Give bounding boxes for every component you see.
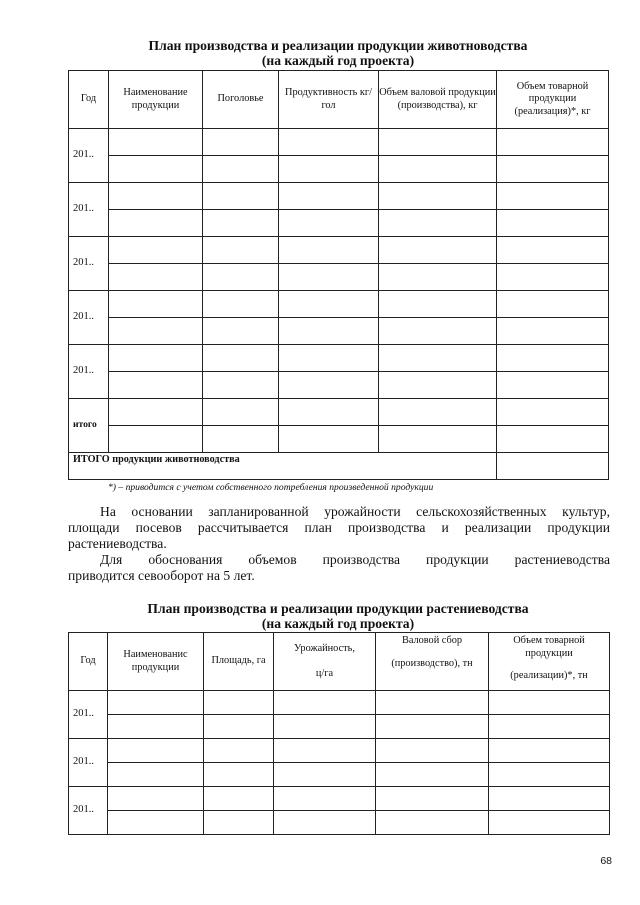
table-row bbox=[69, 763, 610, 787]
header-livestock-count: Поголовье bbox=[203, 71, 279, 129]
header-year: Год bbox=[69, 71, 109, 129]
header-market-line2: (реализации)*, тн bbox=[510, 670, 588, 681]
table-row bbox=[69, 237, 609, 264]
crop-table bbox=[68, 632, 610, 835]
header-product-name: Наименованис продукции bbox=[108, 633, 204, 691]
crop-title-line1: План производства и реализации продукции растениеводства bbox=[147, 601, 529, 616]
year-cell: 201.. bbox=[69, 129, 109, 183]
paragraph-line: приводится севооборот на 5 лет. bbox=[68, 568, 255, 583]
total-row bbox=[69, 426, 609, 453]
table-row bbox=[69, 183, 609, 210]
table-row bbox=[69, 345, 609, 372]
table-row bbox=[69, 372, 609, 399]
year-cell: 201.. bbox=[69, 183, 109, 237]
table-row bbox=[69, 739, 610, 763]
body-paragraph bbox=[68, 504, 610, 584]
header-yield-line1: Урожайность, bbox=[294, 643, 355, 654]
header-marketable-output: Объем товарной продукции (реализация)*, кг bbox=[497, 71, 609, 129]
header-product-name: Наименование продукции bbox=[109, 71, 203, 129]
grand-total-row bbox=[69, 453, 609, 480]
header-yield-line2: ц/га bbox=[315, 667, 334, 679]
year-cell: 201.. bbox=[69, 691, 108, 739]
grand-total-label: ИТОГО продукции животноводства bbox=[69, 453, 497, 480]
table-row bbox=[69, 264, 609, 291]
header-gross-output: Объем валовой продукции (производства), кг bbox=[379, 71, 497, 129]
header-market-line1: Объем товарной продукции bbox=[513, 635, 585, 659]
crop-header-row bbox=[69, 633, 610, 691]
header-gross-harvest bbox=[376, 633, 489, 691]
crop-title-line2: (на каждый год проекта) bbox=[261, 616, 415, 631]
livestock-title-line1: План производства и реализации продукции животноводства bbox=[148, 38, 528, 53]
year-cell: 201.. bbox=[69, 237, 109, 291]
paragraph-line: растениеводства. bbox=[68, 536, 167, 551]
table-row bbox=[69, 691, 610, 715]
table-row bbox=[69, 156, 609, 183]
paragraph-line: На основании запланированной урожайности сельскохозяйственных культур, bbox=[100, 504, 610, 519]
page-number: 68 bbox=[600, 855, 612, 867]
year-cell: 201.. bbox=[69, 787, 108, 835]
header-gross-line1: Валовой сбор bbox=[401, 635, 463, 646]
total-label: итого bbox=[69, 399, 109, 453]
header-productivity: Продуктивность кг/гол bbox=[279, 71, 379, 129]
total-row bbox=[69, 399, 609, 426]
table-row bbox=[69, 715, 610, 739]
header-gross-line2: (производство), тн bbox=[391, 657, 473, 669]
paragraph-line: Для обоснования объемов производства продукции растениеводства bbox=[100, 552, 610, 567]
header-area: Площадь, га bbox=[204, 633, 274, 691]
table-row bbox=[69, 811, 610, 835]
table-row bbox=[69, 210, 609, 237]
header-yield bbox=[274, 633, 376, 691]
table-row bbox=[69, 291, 609, 318]
year-cell: 201.. bbox=[69, 739, 108, 787]
header-year: Год bbox=[69, 633, 108, 691]
table-row bbox=[69, 787, 610, 811]
livestock-title-line2: (на каждый год проекта) bbox=[261, 53, 415, 68]
year-cell: 201.. bbox=[69, 345, 109, 399]
year-cell: 201.. bbox=[69, 291, 109, 345]
livestock-footnote: *) – приводится с учетом собственного потребления произведенной продукции bbox=[108, 482, 434, 493]
table-row bbox=[69, 318, 609, 345]
livestock-header-row bbox=[69, 71, 609, 129]
livestock-table bbox=[68, 70, 609, 480]
table-row bbox=[69, 129, 609, 156]
paragraph-line: площади посевов рассчитывается план производства и реализации продукции bbox=[68, 520, 610, 535]
header-marketable-output bbox=[489, 633, 610, 691]
